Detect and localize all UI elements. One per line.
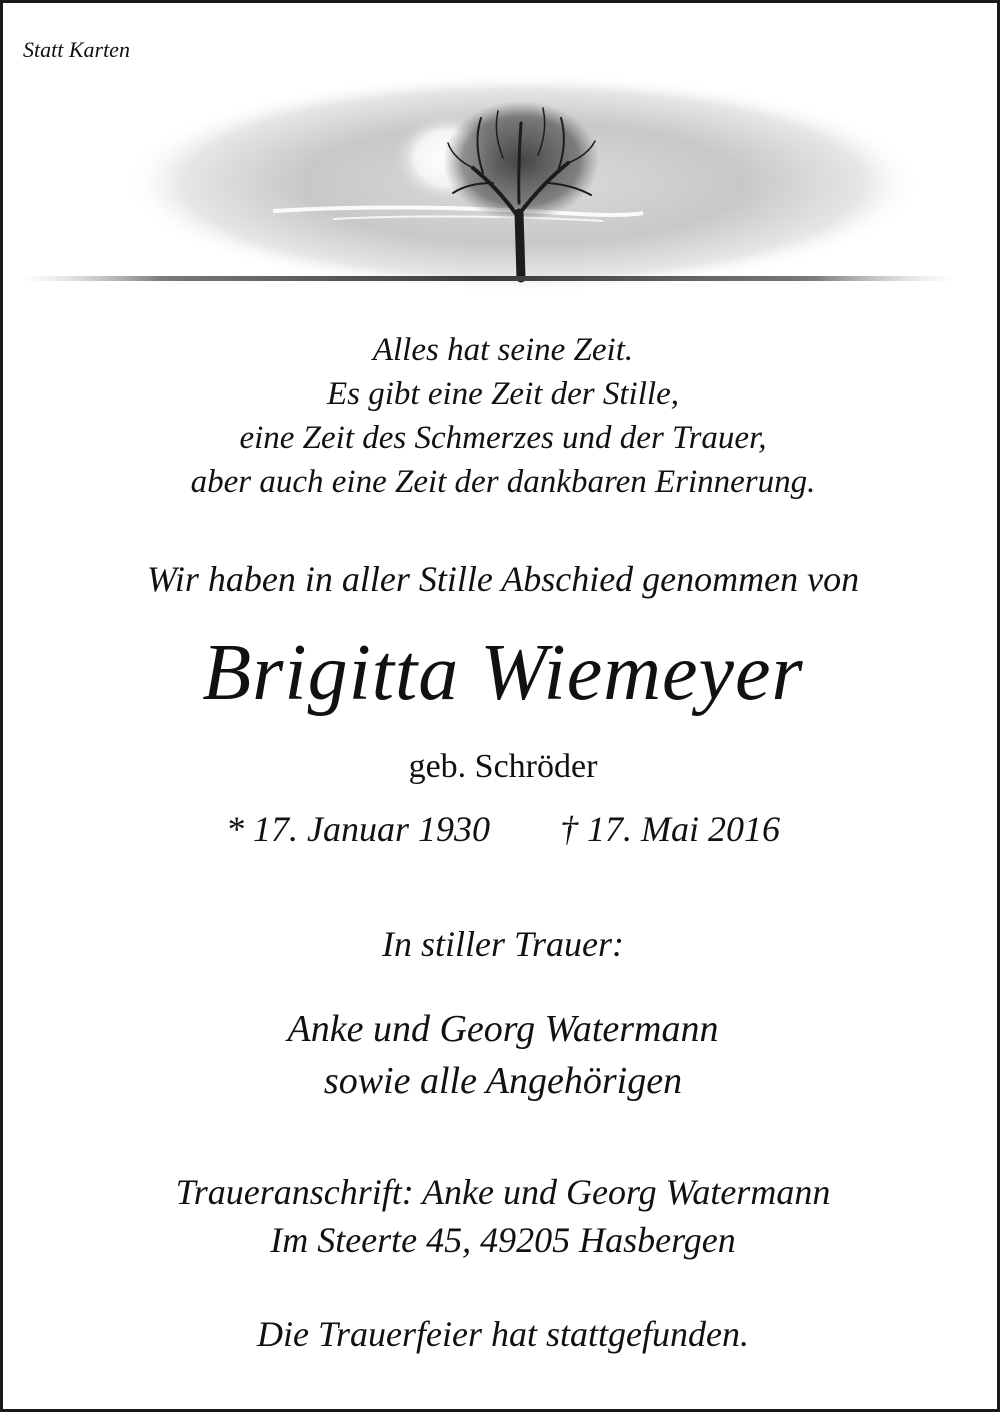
deceased-name: Brigitta Wiemeyer (202, 629, 804, 717)
maiden-name: geb. Schröder (408, 748, 598, 785)
life-dates (3, 808, 1000, 850)
birth-date: * 17. Januar 1930 (226, 809, 490, 849)
quote-line: Alles hat seine Zeit. (372, 332, 634, 368)
family-names (3, 1003, 1000, 1107)
header-note: Statt Karten (23, 37, 130, 62)
mourning-address (3, 1168, 1000, 1264)
quote-line: eine Zeit des Schmerzes und der Trauer, (239, 420, 767, 456)
tree-in-mist-icon (3, 63, 1000, 303)
intro-text: Wir haben in aller Stille Abschied genommen von (146, 559, 860, 599)
address-line: Im Steerte 45, 49205 Hasbergen (270, 1220, 736, 1260)
quote-line: Es gibt eine Zeit der Stille, (327, 376, 679, 412)
quote (3, 328, 1000, 504)
ceremony-note: Die Trauerfeier hat stattgefunden. (257, 1314, 749, 1354)
death-date: † 17. Mai 2016 (560, 809, 780, 849)
address-line: Traueranschrift: Anke und Georg Watermann (175, 1172, 831, 1212)
family-line: sowie alle Angehörigen (323, 1060, 683, 1102)
mourning-label: In stiller Trauer: (381, 924, 624, 964)
family-line: Anke und Georg Watermann (287, 1008, 719, 1050)
quote-line: aber auch eine Zeit der dankbaren Erinnerung. (190, 464, 816, 500)
